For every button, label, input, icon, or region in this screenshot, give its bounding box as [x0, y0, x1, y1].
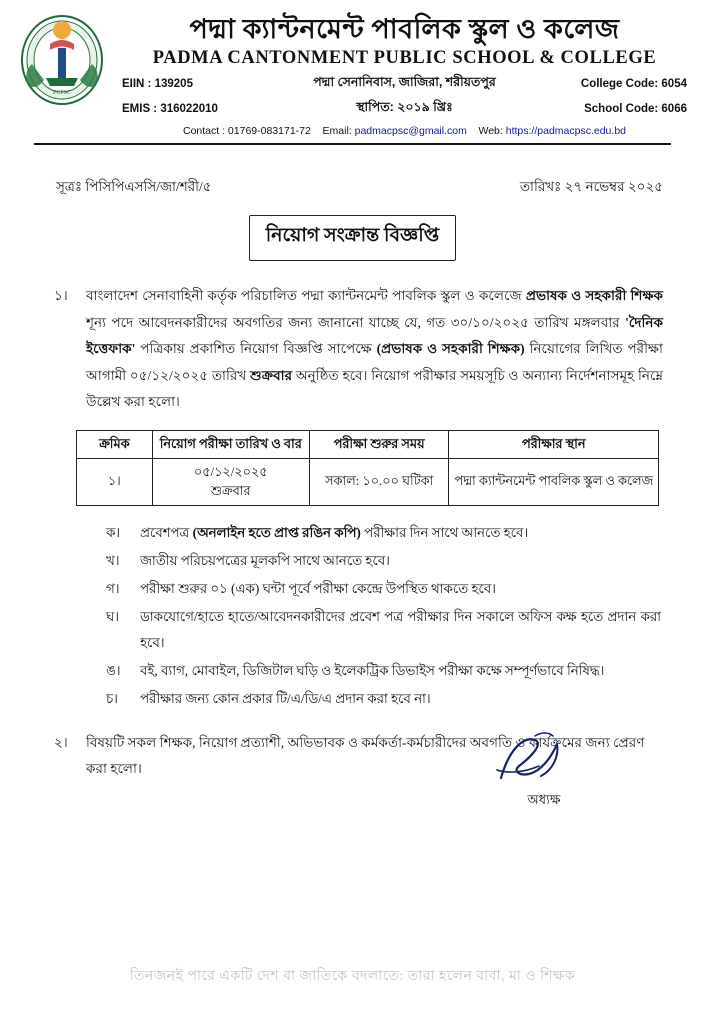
bangla-school-name: পদ্মা ক্যান্টনমেন্ট পাবলিক স্কুল ও কলেজ	[189, 14, 620, 44]
contact-line	[122, 125, 687, 137]
p1-seg-1: বাংলাদেশ সেনাবাহিনী কর্তৃক পরিচালিত পদ্মা ক্যান্টনমেন্ট পাবলিক স্কুল ও কলেজে	[86, 288, 526, 303]
emis-label: EMIS : 316022010	[122, 103, 218, 116]
th-date: নিয়োগ পরীক্ষা তারিখ ও বার	[152, 430, 309, 458]
instruction-label: চ।	[106, 690, 118, 706]
paragraph-1-text	[86, 283, 663, 416]
college-code: College Code: 6054	[580, 78, 687, 91]
address-line-1: পদ্মা সেনানিবাস, জাজিরা, শরীয়তপুর	[313, 75, 496, 90]
header-text-block	[122, 14, 687, 137]
th-time: পরীক্ষা শুরুর সময়	[309, 430, 449, 458]
list-item	[106, 576, 661, 602]
instruction-label: ক।	[106, 525, 121, 541]
instruction-list	[0, 506, 705, 711]
th-venue: পরীক্ষার স্থান	[449, 430, 659, 458]
p1-bold-4: শুক্রবার	[250, 367, 293, 383]
letterhead	[0, 0, 705, 164]
header-info-row-1	[122, 74, 687, 94]
p1-seg-5: অনুষ্ঠিত হবে। নিয়োগ পরীক্ষার সময়সূচি ও অন্যান্য নির্দেশনাসমূহ নিম্নে উল্লেখ করা হলো।	[86, 367, 663, 409]
td-day-value: শুক্রবার	[210, 483, 251, 498]
email-label: Email:	[322, 125, 352, 138]
header-divider	[34, 143, 671, 145]
instruction-text: পরীক্ষার জন্য কোন প্রকার টি/এ/ডি/এ প্রদান করা হবে না।	[140, 690, 431, 706]
paragraph-1-number: ১।	[54, 288, 68, 303]
paragraph-1	[54, 283, 663, 416]
p1-bold-3: (প্রভাষক ও সহকারী শিক্ষক)	[376, 341, 525, 356]
web-label: Web:	[478, 125, 503, 138]
p1-bold-1: প্রভাষক ও সহকারী শিক্ষক	[525, 288, 663, 303]
instruction-label: ঘ।	[106, 608, 119, 624]
instruction-text: জাতীয় পরিচয়পত্রের মূলকপি সাথে আনতে হবে।	[140, 552, 390, 568]
td-date-value: ০৫/১২/২০২৫	[193, 464, 268, 479]
school-crest-icon	[16, 14, 108, 110]
exam-schedule-table	[76, 430, 659, 507]
instruction-label: খ।	[106, 552, 120, 568]
title-wrap	[0, 215, 705, 261]
svg-text:PCPSC: PCPSC	[52, 90, 72, 96]
instruction-text: বই, ব্যাগ, মোবাইল, ডিজিটাল ঘড়ি ও ইলেকট্রিক ডিভাইস পরীক্ষা কক্ষে সম্পূর্ণভাবে নিষিদ্ধ।	[140, 662, 605, 678]
established-line: স্থাপিত: ২০১৯ খ্রিঃ	[356, 100, 453, 115]
english-school-name: PADMA CANTONMENT PUBLIC SCHOOL & COLLEGE	[152, 48, 657, 69]
list-item	[106, 548, 661, 574]
school-code: School Code: 6066	[584, 103, 687, 116]
list-item	[106, 686, 661, 712]
td-serial: ১।	[77, 458, 153, 505]
instruction-label: গ।	[106, 580, 120, 596]
page-title: নিয়োগ সংক্রান্ত বিজ্ঞপ্তি	[249, 215, 457, 261]
body-section	[0, 261, 705, 416]
header-info-row-2	[122, 99, 687, 119]
td-time: সকাল: ১০.০০ ঘটিকা	[309, 458, 449, 505]
paragraph-2-text: বিষয়টি সকল শিক্ষক, নিয়োগ প্রত্যাশী, অভিভাবক ও কর্মকর্তা-কর্মচারীদের অবগতি ও কার্যক্রমের জন্য প্রেরণ করা হলো।	[86, 734, 645, 777]
instruction-label: ঙ।	[106, 662, 121, 678]
table-header-row	[77, 430, 659, 458]
eiin-label: EIIN : 139205	[122, 78, 193, 91]
footer-quote: তিনজনই পারে একটি দেশ বা জাতিকে বদলাতে: তারা হলেন বাবা, মা ও শিক্ষক	[129, 969, 576, 984]
p1-seg-3: পত্রিকায় প্রকাশিত নিয়োগ বিজ্ঞপ্তি সাপেক্ষে	[135, 341, 377, 356]
td-venue: পদ্মা ক্যান্টনমেন্ট পাবলিক স্কুল ও কলেজ	[449, 458, 659, 505]
instruction-text: ডাকযোগে/হাতে হাতে/আবেদনকারীদের প্রবেশ পত্র পরীক্ষার দিন সকালে অফিস কক্ষ হতে প্রদান করা হবে।	[140, 608, 661, 650]
signature-block	[469, 730, 619, 812]
email-address[interactable]: padmacpsc@gmail.com	[354, 125, 467, 138]
memo-date: তারিখঃ ২৭ নভেম্বর ২০২৫	[519, 179, 663, 194]
p1-seg-4: নিয়োগের লিখিত পরীক্ষা আগামী ০৫/১২/২০২৫ তারিখ	[86, 341, 664, 383]
signature-designation: অধ্যক্ষ	[527, 792, 561, 807]
instruction-text: পরীক্ষা শুরুর ০১ (এক) ঘন্টা পূর্বে পরীক্ষা কেন্দ্রে উপস্থিত থাকতে হবে।	[140, 580, 496, 596]
th-serial: ক্রমিক	[77, 430, 153, 458]
paragraph-2-number: ২।	[54, 734, 68, 750]
website-url[interactable]: https://padmacpsc.edu.bd	[505, 125, 626, 138]
table-row	[77, 458, 659, 505]
list-item	[106, 604, 661, 656]
contact-phone: Contact : 01769-083171-72	[182, 125, 311, 138]
exam-schedule-table-wrap	[0, 420, 705, 507]
memo-row	[0, 164, 705, 199]
inst-0-a: প্রবেশপত্র	[140, 525, 193, 541]
instruction-text	[140, 520, 661, 546]
p1-bold-2: 'দৈনিক ইত্তেফাক'	[86, 314, 663, 356]
inst-0-bold: (অনলাইন হতে প্রাপ্ত রঙিন কপি)	[192, 525, 361, 541]
p1-seg-2: শূন্য পদে আবেদনকারীদের অবগতির জন্য জানানো যাচ্ছে যে, গত ৩০/১০/২০২৫ তারিখ মঙ্গলবার	[86, 314, 626, 330]
inst-0-b: পরীক্ষার দিন সাথে আনতে হবে।	[360, 525, 529, 541]
handwritten-signature-icon	[479, 730, 609, 788]
list-item	[106, 520, 661, 546]
memo-reference: সূত্রঃ পিসিপিএসসি/জা/শরী/৫	[56, 179, 212, 194]
list-item	[106, 658, 661, 684]
td-date	[152, 458, 309, 505]
